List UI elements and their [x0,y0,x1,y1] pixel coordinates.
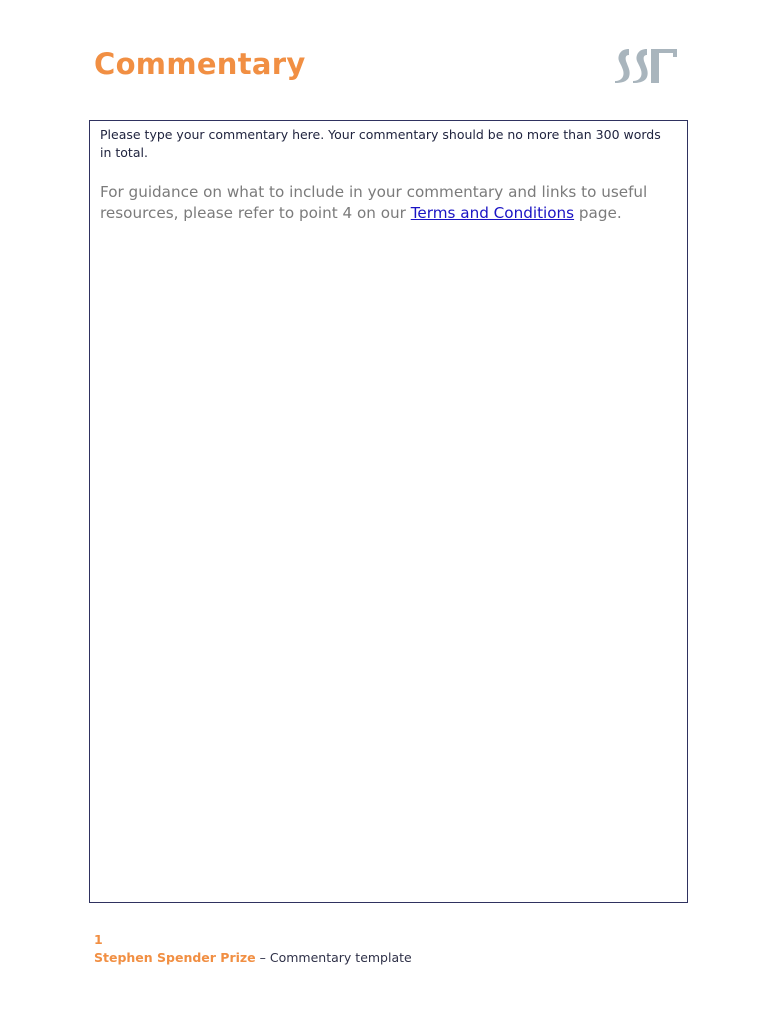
footer-subtitle: Commentary template [269,950,412,965]
ssf-logo [613,47,679,83]
guidance-text-start: For guidance on what to include in your commentary and links to useful resources, please refer to point 4 on our [100,183,648,222]
footer [94,950,412,965]
terms-and-conditions-link[interactable]: Terms and Conditions [410,204,575,222]
page-title: Commentary [94,47,306,81]
footer-separator: – [255,950,270,965]
guidance-text-end: page. [574,204,622,222]
instructions-text: Please type your commentary here. Your commentary should be no more than 300 words in total. [100,127,661,160]
footer-brand: Stephen Spender Prize [94,950,256,965]
page-number: 1 [94,932,103,947]
guidance-text [100,182,660,224]
commentary-text-area[interactable] [89,120,688,903]
